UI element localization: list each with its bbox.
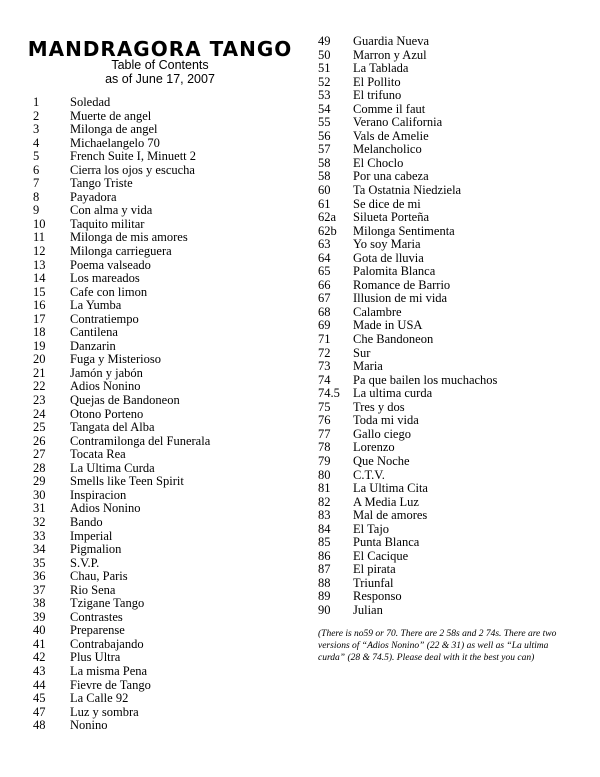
- toc-entry: [33, 353, 303, 367]
- toc-entry: [318, 76, 588, 90]
- toc-entry-title: Se dice de mi: [353, 196, 421, 211]
- toc-entry: [33, 611, 303, 625]
- toc-entry-number: 71: [318, 332, 331, 347]
- toc-entry-number: 61: [318, 196, 331, 211]
- toc-left-column: [33, 96, 303, 733]
- toc-entry-title: Sur: [353, 345, 371, 360]
- toc-entry-number: 90: [318, 602, 331, 617]
- toc-entry: [33, 394, 303, 408]
- toc-entry-number: 58: [318, 155, 331, 170]
- toc-entry-number: 88: [318, 575, 331, 590]
- toc-entry-title: El trifuno: [353, 88, 402, 103]
- toc-entry-title: Melancholico: [353, 142, 422, 157]
- toc-entry-number: 50: [318, 47, 331, 62]
- toc-entry-number: 75: [318, 399, 331, 414]
- toc-entry: [318, 577, 588, 591]
- toc-entry: [318, 89, 588, 103]
- toc-entry: [33, 123, 303, 137]
- toc-entry: [318, 374, 588, 388]
- toc-entry: [33, 448, 303, 462]
- toc-entry-title: Milonga carrieguera: [70, 244, 172, 259]
- toc-entry-number: 43: [33, 663, 46, 678]
- toc-entry: [318, 35, 588, 49]
- toc-entry: [318, 170, 588, 184]
- toc-entry-title: C.T.V.: [353, 467, 385, 482]
- toc-entry-title: Cierra los ojos y escucha: [70, 162, 195, 177]
- toc-entry: [318, 292, 588, 306]
- toc-entry: [33, 624, 303, 638]
- toc-entry-number: 13: [33, 257, 46, 272]
- toc-entry: [318, 49, 588, 63]
- toc-entry-title: Preparense: [70, 623, 125, 638]
- toc-entry-title: Milonga de angel: [70, 122, 158, 137]
- toc-entry-title: Payadora: [70, 189, 117, 204]
- toc-entry-title: La Ultima Cita: [353, 481, 428, 496]
- toc-entry: [33, 245, 303, 259]
- toc-entry: [33, 706, 303, 720]
- toc-entry-title: French Suite I, Minuett 2: [70, 149, 197, 164]
- toc-entry-title: Bando: [70, 514, 103, 529]
- toc-entry-number: 24: [33, 406, 46, 421]
- toc-entry-title: La ultima curda: [353, 386, 433, 401]
- toc-entry-title: Calambre: [353, 304, 402, 319]
- toc-entry: [318, 482, 588, 496]
- toc-entry-title: Imperial: [70, 528, 113, 543]
- toc-entry: [318, 225, 588, 239]
- toc-entry-title: Que Noche: [353, 453, 410, 468]
- toc-entry-number: 69: [318, 318, 331, 333]
- toc-right-column: [318, 35, 588, 618]
- toc-entry-number: 42: [33, 650, 46, 665]
- toc-entry-number: 74.5: [318, 386, 340, 401]
- toc-entry-title: Fuga y Misterioso: [70, 352, 161, 367]
- toc-entry-title: Palomita Blanca: [353, 264, 436, 279]
- toc-entry-number: 21: [33, 365, 46, 380]
- toc-entry-title: Adios Nonino: [70, 379, 141, 394]
- toc-entry-number: 62a: [318, 210, 337, 225]
- toc-entry-title: Chau, Paris: [70, 569, 128, 584]
- toc-entry: [33, 597, 303, 611]
- toc-entry-number: 65: [318, 264, 331, 279]
- toc-entry: [318, 401, 588, 415]
- toc-entry-number: 72: [318, 345, 331, 360]
- toc-entry-title: Toda mi vida: [353, 413, 419, 428]
- toc-entry-number: 15: [33, 284, 46, 299]
- toc-entry-number: 31: [33, 501, 46, 516]
- toc-entry-title: Quejas de Bandoneon: [70, 393, 180, 408]
- toc-entry-title: Tangata del Alba: [70, 420, 155, 435]
- toc-entry-title: Los mareados: [70, 271, 140, 286]
- toc-entry-number: 60: [318, 183, 331, 198]
- toc-entry: [33, 665, 303, 679]
- toc-entry-number: 49: [318, 34, 331, 48]
- toc-entry-title: Plus Ultra: [70, 650, 121, 665]
- toc-entry: [318, 496, 588, 510]
- toc-entry-title: Tango Triste: [70, 176, 133, 191]
- toc-entry: [318, 441, 588, 455]
- toc-entry-number: 79: [318, 453, 331, 468]
- toc-entry-number: 53: [318, 88, 331, 103]
- toc-entry-title: Nonino: [70, 718, 108, 733]
- toc-entry-title: Comme il faut: [353, 101, 426, 116]
- toc-entry-number: 7: [33, 176, 40, 191]
- toc-entry: [318, 360, 588, 374]
- toc-entry-number: 74: [318, 372, 331, 387]
- toc-entry-title: Triunfal: [353, 575, 394, 590]
- toc-entry-title: Marron y Azul: [353, 47, 427, 62]
- toc-entry-number: 80: [318, 467, 331, 482]
- toc-entry: [33, 380, 303, 394]
- toc-entry-number: 32: [33, 514, 46, 529]
- toc-entry-number: 56: [318, 128, 331, 143]
- toc-entry: [318, 238, 588, 252]
- toc-entry-number: 52: [318, 74, 331, 89]
- toc-entry-number: 29: [33, 474, 46, 489]
- toc-entry: [33, 340, 303, 354]
- toc-entry-title: Contramilonga del Funerala: [70, 433, 211, 448]
- date-line: as of June 17, 2007: [105, 72, 215, 86]
- toc-entry: [318, 319, 588, 333]
- toc-entry: [318, 550, 588, 564]
- toc-entry-title: Gallo ciego: [353, 426, 411, 441]
- toc-entry: [318, 252, 588, 266]
- toc-entry: [33, 502, 303, 516]
- toc-entry-title: A Media Luz: [353, 494, 419, 509]
- toc-entry: [33, 530, 303, 544]
- toc-entry-number: 85: [318, 535, 331, 550]
- toc-entry-number: 6: [33, 162, 40, 177]
- toc-entry-number: 27: [33, 447, 46, 462]
- toc-entry-title: Luz y sombra: [70, 704, 139, 719]
- toc-entry-number: 87: [318, 562, 331, 577]
- toc-entry-title: La Ultima Curda: [70, 460, 155, 475]
- toc-entry-title: Cafe con limon: [70, 284, 148, 299]
- toc-entry: [318, 306, 588, 320]
- toc-entry: [33, 570, 303, 584]
- toc-entry-number: 20: [33, 352, 46, 367]
- toc-entry: [318, 509, 588, 523]
- toc-entry: [318, 536, 588, 550]
- toc-entry: [33, 421, 303, 435]
- toc-entry-number: 26: [33, 433, 46, 448]
- toc-entry-title: La Yumba: [70, 298, 122, 313]
- toc-entry-title: Taquito militar: [70, 216, 145, 231]
- toc-entry-number: 22: [33, 379, 46, 394]
- toc-entry-title: La Calle 92: [70, 691, 129, 706]
- toc-entry-title: La Tablada: [353, 61, 409, 76]
- toc-entry: [33, 110, 303, 124]
- toc-entry: [33, 489, 303, 503]
- toc-entry: [33, 326, 303, 340]
- toc-entry-title: Romance de Barrio: [353, 277, 451, 292]
- toc-entry-number: 77: [318, 426, 331, 441]
- toc-entry: [33, 177, 303, 191]
- toc-entry-number: 2: [33, 108, 40, 123]
- toc-entry-number: 45: [33, 691, 46, 706]
- toc-entry-number: 23: [33, 393, 46, 408]
- toc-entry: [33, 435, 303, 449]
- toc-entry: [33, 286, 303, 300]
- toc-entry: [33, 96, 303, 110]
- toc-entry-number: 64: [318, 250, 331, 265]
- toc-entry-number: 1: [33, 95, 40, 109]
- toc-entry-title: Punta Blanca: [353, 535, 420, 550]
- toc-entry-number: 33: [33, 528, 46, 543]
- toc-entry-number: 73: [318, 359, 331, 374]
- toc-entry-title: Jamón y jabón: [70, 365, 143, 380]
- toc-entry-number: 35: [33, 555, 46, 570]
- toc-entry-number: 68: [318, 304, 331, 319]
- toc-entry: [33, 137, 303, 151]
- toc-entry: [318, 414, 588, 428]
- toc-entry-number: 39: [33, 609, 46, 624]
- toc-entry-number: 11: [33, 230, 46, 245]
- toc-entry: [33, 204, 303, 218]
- toc-entry: [33, 408, 303, 422]
- toc-entry: [318, 590, 588, 604]
- toc-entry-number: 51: [318, 61, 331, 76]
- toc-entry: [318, 387, 588, 401]
- toc-entry: [318, 333, 588, 347]
- toc-entry-number: 57: [318, 142, 331, 157]
- toc-entry: [33, 719, 303, 733]
- page-title: MANDRAGORA TANGO: [27, 37, 293, 61]
- toc-entry-title: El Cacique: [353, 548, 409, 563]
- toc-entry-title: Gota de lluvia: [353, 250, 424, 265]
- toc-entry-number: 30: [33, 487, 46, 502]
- toc-entry-title: Tzigane Tango: [70, 596, 145, 611]
- toc-entry-title: S.V.P.: [70, 555, 100, 570]
- toc-entry-title: Milonga de mis amores: [70, 230, 188, 245]
- toc-entry: [33, 150, 303, 164]
- toc-entry: [318, 130, 588, 144]
- toc-entry-number: 62b: [318, 223, 337, 238]
- toc-entry: [33, 367, 303, 381]
- toc-entry: [318, 604, 588, 618]
- toc-entry: [318, 211, 588, 225]
- toc-entry-title: El Choclo: [353, 155, 404, 170]
- toc-entry-title: Contrastes: [70, 609, 123, 624]
- toc-entry-number: 86: [318, 548, 331, 563]
- toc-entry-title: El pirata: [353, 562, 396, 577]
- toc-entry: [33, 164, 303, 178]
- toc-entry-number: 67: [318, 291, 331, 306]
- toc-entry-title: Pa que bailen los muchachos: [353, 372, 498, 387]
- toc-entry-title: Milonga Sentimenta: [353, 223, 455, 238]
- toc-entry-number: 5: [33, 149, 40, 164]
- toc-entry-number: 8: [33, 189, 40, 204]
- toc-entry-number: 78: [318, 440, 331, 455]
- toc-entry: [33, 679, 303, 693]
- toc-entry: [318, 265, 588, 279]
- toc-entry: [318, 279, 588, 293]
- toc-entry-title: El Tajo: [353, 521, 390, 536]
- toc-entry-number: 76: [318, 413, 331, 428]
- toc-entry: [33, 218, 303, 232]
- toc-entry-title: Con alma y vida: [70, 203, 153, 218]
- page-subtitle: Table of Contents: [111, 58, 209, 72]
- toc-entry: [318, 143, 588, 157]
- toc-entry-number: 3: [33, 122, 40, 137]
- toc-entry-number: 14: [33, 271, 46, 286]
- toc-entry: [33, 462, 303, 476]
- toc-entry: [33, 638, 303, 652]
- toc-entry-title: Vals de Amelie: [353, 128, 429, 143]
- toc-entry-number: 81: [318, 481, 331, 496]
- toc-entry-number: 55: [318, 115, 331, 130]
- toc-entry-number: 19: [33, 338, 46, 353]
- toc-entry-number: 58: [318, 169, 331, 184]
- toc-entry-number: 37: [33, 582, 46, 597]
- toc-entry: [318, 157, 588, 171]
- toc-entry: [33, 584, 303, 598]
- toc-entry-title: El Pollito: [353, 74, 401, 89]
- toc-entry-number: 41: [33, 636, 46, 651]
- toc-entry-title: Julian: [353, 602, 383, 617]
- toc-entry-title: Por una cabeza: [353, 169, 429, 184]
- toc-entry: [33, 543, 303, 557]
- toc-entry: [318, 563, 588, 577]
- toc-entry: [33, 651, 303, 665]
- toc-entry-title: Rio Sena: [70, 582, 116, 597]
- toc-entry-title: Smells like Teen Spirit: [70, 474, 184, 489]
- toc-entry-title: Inspiracion: [70, 487, 127, 502]
- toc-entry: [318, 455, 588, 469]
- footnote: (There is no59 or 70. There are 2 58s and 2 74s. There are two versions of “Adios Nonino” (22 & 31) as well as “La ultima curda” (28 & 74.5). Please deal with it the best you can): [318, 629, 557, 663]
- toc-entry: [33, 692, 303, 706]
- toc-entry-number: 54: [318, 101, 331, 116]
- toc-entry-number: 89: [318, 589, 331, 604]
- toc-entry-number: 84: [318, 521, 331, 536]
- toc-entry-title: Michaelangelo 70: [70, 135, 160, 150]
- toc-entry: [318, 103, 588, 117]
- toc-entry-number: 17: [33, 311, 46, 326]
- toc-entry-title: Contrabajando: [70, 636, 144, 651]
- toc-entry-number: 47: [33, 704, 46, 719]
- toc-entry: [33, 557, 303, 571]
- toc-entry-number: 12: [33, 244, 46, 259]
- toc-entry-title: Mal de amores: [353, 508, 428, 523]
- toc-entry: [318, 523, 588, 537]
- toc-entry-title: Adios Nonino: [70, 501, 141, 516]
- toc-entry-number: 25: [33, 420, 46, 435]
- toc-entry-title: Yo soy Maria: [353, 237, 421, 252]
- toc-entry: [33, 272, 303, 286]
- toc-entry-number: 82: [318, 494, 331, 509]
- toc-entry-number: 18: [33, 325, 46, 340]
- toc-entry-title: Maria: [353, 359, 383, 374]
- toc-entry: [318, 469, 588, 483]
- toc-entry-number: 16: [33, 298, 46, 313]
- toc-entry: [33, 191, 303, 205]
- toc-entry-number: 9: [33, 203, 40, 218]
- toc-entry-title: Soledad: [70, 95, 111, 109]
- toc-entry: [318, 347, 588, 361]
- toc-entry-title: Lorenzo: [353, 440, 395, 455]
- toc-entry-title: Illusion de mi vida: [353, 291, 448, 306]
- toc-entry-title: Silueta Porteña: [353, 210, 430, 225]
- toc-entry: [318, 428, 588, 442]
- toc-entry-title: Cantilena: [70, 325, 118, 340]
- toc-entry-number: 28: [33, 460, 46, 475]
- toc-entry: [318, 62, 588, 76]
- toc-entry-number: 36: [33, 569, 46, 584]
- toc-entry-title: Verano California: [353, 115, 443, 130]
- toc-entry: [318, 198, 588, 212]
- toc-entry-title: Danzarin: [70, 338, 116, 353]
- toc-entry: [33, 475, 303, 489]
- toc-entry: [33, 516, 303, 530]
- toc-entry-title: Contratiempo: [70, 311, 139, 326]
- toc-entry: [318, 116, 588, 130]
- toc-entry-title: Made in USA: [353, 318, 423, 333]
- toc-entry: [33, 259, 303, 273]
- toc-entry-title: Pigmalion: [70, 542, 122, 557]
- toc-entry-title: Muerte de angel: [70, 108, 152, 123]
- toc-entry: [33, 231, 303, 245]
- toc-entry-number: 66: [318, 277, 331, 292]
- toc-entry-number: 44: [33, 677, 46, 692]
- toc-entry-title: Responso: [353, 589, 402, 604]
- toc-entry-number: 83: [318, 508, 331, 523]
- toc-entry-number: 34: [33, 542, 46, 557]
- toc-entry-number: 48: [33, 718, 46, 733]
- toc-entry-number: 40: [33, 623, 46, 638]
- toc-entry-title: Ta Ostatnia Niedziela: [353, 183, 462, 198]
- toc-entry-title: Guardia Nueva: [353, 34, 430, 48]
- toc-entry-number: 4: [33, 135, 40, 150]
- toc-entry-title: Che Bandoneon: [353, 332, 434, 347]
- toc-entry-number: 10: [33, 216, 46, 231]
- toc-entry-title: Otono Porteno: [70, 406, 144, 421]
- toc-entry-title: Fievre de Tango: [70, 677, 151, 692]
- toc-entry-title: Poema valseado: [70, 257, 151, 272]
- toc-entry-number: 38: [33, 596, 46, 611]
- toc-entry-title: Tocata Rea: [70, 447, 126, 462]
- toc-entry-title: Tres y dos: [353, 399, 405, 414]
- toc-entry-number: 63: [318, 237, 331, 252]
- toc-entry-title: La misma Pena: [70, 663, 148, 678]
- toc-entry: [33, 299, 303, 313]
- toc-entry: [318, 184, 588, 198]
- toc-entry: [33, 313, 303, 327]
